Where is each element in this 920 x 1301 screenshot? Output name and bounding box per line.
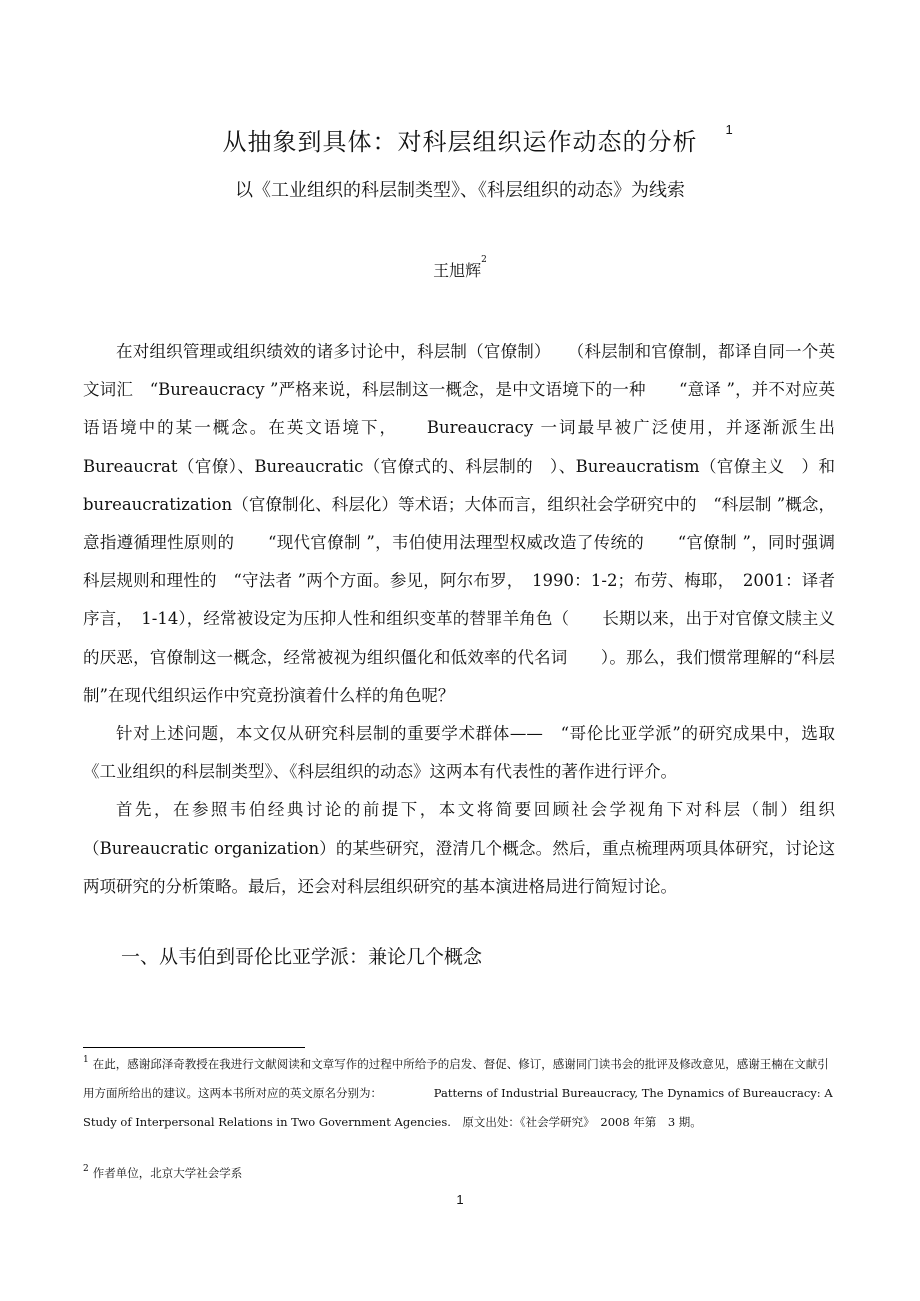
paragraph: 在对组织管理或组织绩效的诸多讨论中，科层制（官僚制） （科层制和官僚制，都译自同一个英文词汇 “Bureaucracy ”严格来说，科层制这一概念，是中文语境下的一种 “意译 ”，并不对应英语语境中的某一概念。在英文语境下， Bureaucracy 一词最早被广泛使用，并逐渐派生出 Bureaucrat（官僚）、Bureaucratic（官僚式的、科层制的 ）、Bureaucratism（官僚主义 ）和 bureaucratization（官僚制化、科层化）等术语；大体而言，组织社会学研究中的 “科层制 ”概念，意指遵循理性原则的 “现代官僚制 ”，韦伯使用法理型权威改造了传统的 “官僚制 ”，同时强调科层规则和理性的 “守法者 ”两个方面。参见，阿尔布罗， 1990：1-2；布劳、梅耶， 2001：译者序言， 1-14），经常被设定为压抑人性和组织变革的替罪羊角色（ 长期以来，出于对官僚文牍主义的厌恶，官僚制这一概念，经常被视为组织僵化和低效率的代名词 ）。那么，我们惯常理解的“科层制”在现代组织运作中究竟扮演着什么样的角色呢？: [83, 342, 852, 705]
author-line: [0, 255, 920, 281]
footnote-mark: 1: [83, 1055, 89, 1065]
footnote-1: [83, 1050, 839, 1137]
paper-subtitle: 以《工业组织的科层制类型》、《科层组织的动态》为线索: [235, 180, 685, 201]
body-text: [83, 333, 852, 906]
footnote-2: [83, 1159, 839, 1188]
title-text: 从抽象到具体：对科层组织运作动态的分析: [222, 128, 698, 156]
author-footnote-mark: 2: [481, 255, 487, 265]
title-footnote-mark: 1: [725, 122, 734, 137]
footnote-divider: [83, 1047, 305, 1048]
author-name: 王旭辉: [433, 261, 482, 280]
page-number: 1: [456, 1192, 464, 1207]
footnote-text: 在此，感谢邱泽奇教授在我进行文献阅读和文章写作的过程中所给予的启发、督促、修订，感谢同门读书会的批评及修改意见，感谢王楠在文献引用方面所给出的建议。这两本书所对应的英文原名分别为： Patterns of Industrial Bureaucracy, The Dynamics of Bureaucracy: A Study of Interpersonal Relations in Two Government Agencies. 原文出处：《社会学研究》 2008 年第 3 期。: [83, 1057, 833, 1129]
paper-title: [0, 122, 920, 157]
footnote-mark: 2: [83, 1164, 89, 1174]
paragraph: 首先，在参照韦伯经典讨论的前提下，本文将简要回顾社会学视角下对科层（制）组织（Bureaucratic organization）的某些研究，澄清几个概念。然后，重点梳理两项具体研究，讨论这两项研究的分析策略。最后，还会对科层组织研究的基本演进格局进行简短讨论。: [83, 800, 835, 896]
footnote-text: 作者单位，北京大学社会学系: [92, 1166, 243, 1180]
section-heading: 一、从韦伯到哥伦比亚学派：兼论几个概念: [121, 946, 483, 968]
paragraph: 针对上述问题，本文仅从研究科层制的重要学术群体—— “哥伦比亚学派”的研究成果中，选取《工业组织的科层制类型》、《科层组织的动态》这两本有代表性的著作进行评介。: [83, 724, 835, 782]
